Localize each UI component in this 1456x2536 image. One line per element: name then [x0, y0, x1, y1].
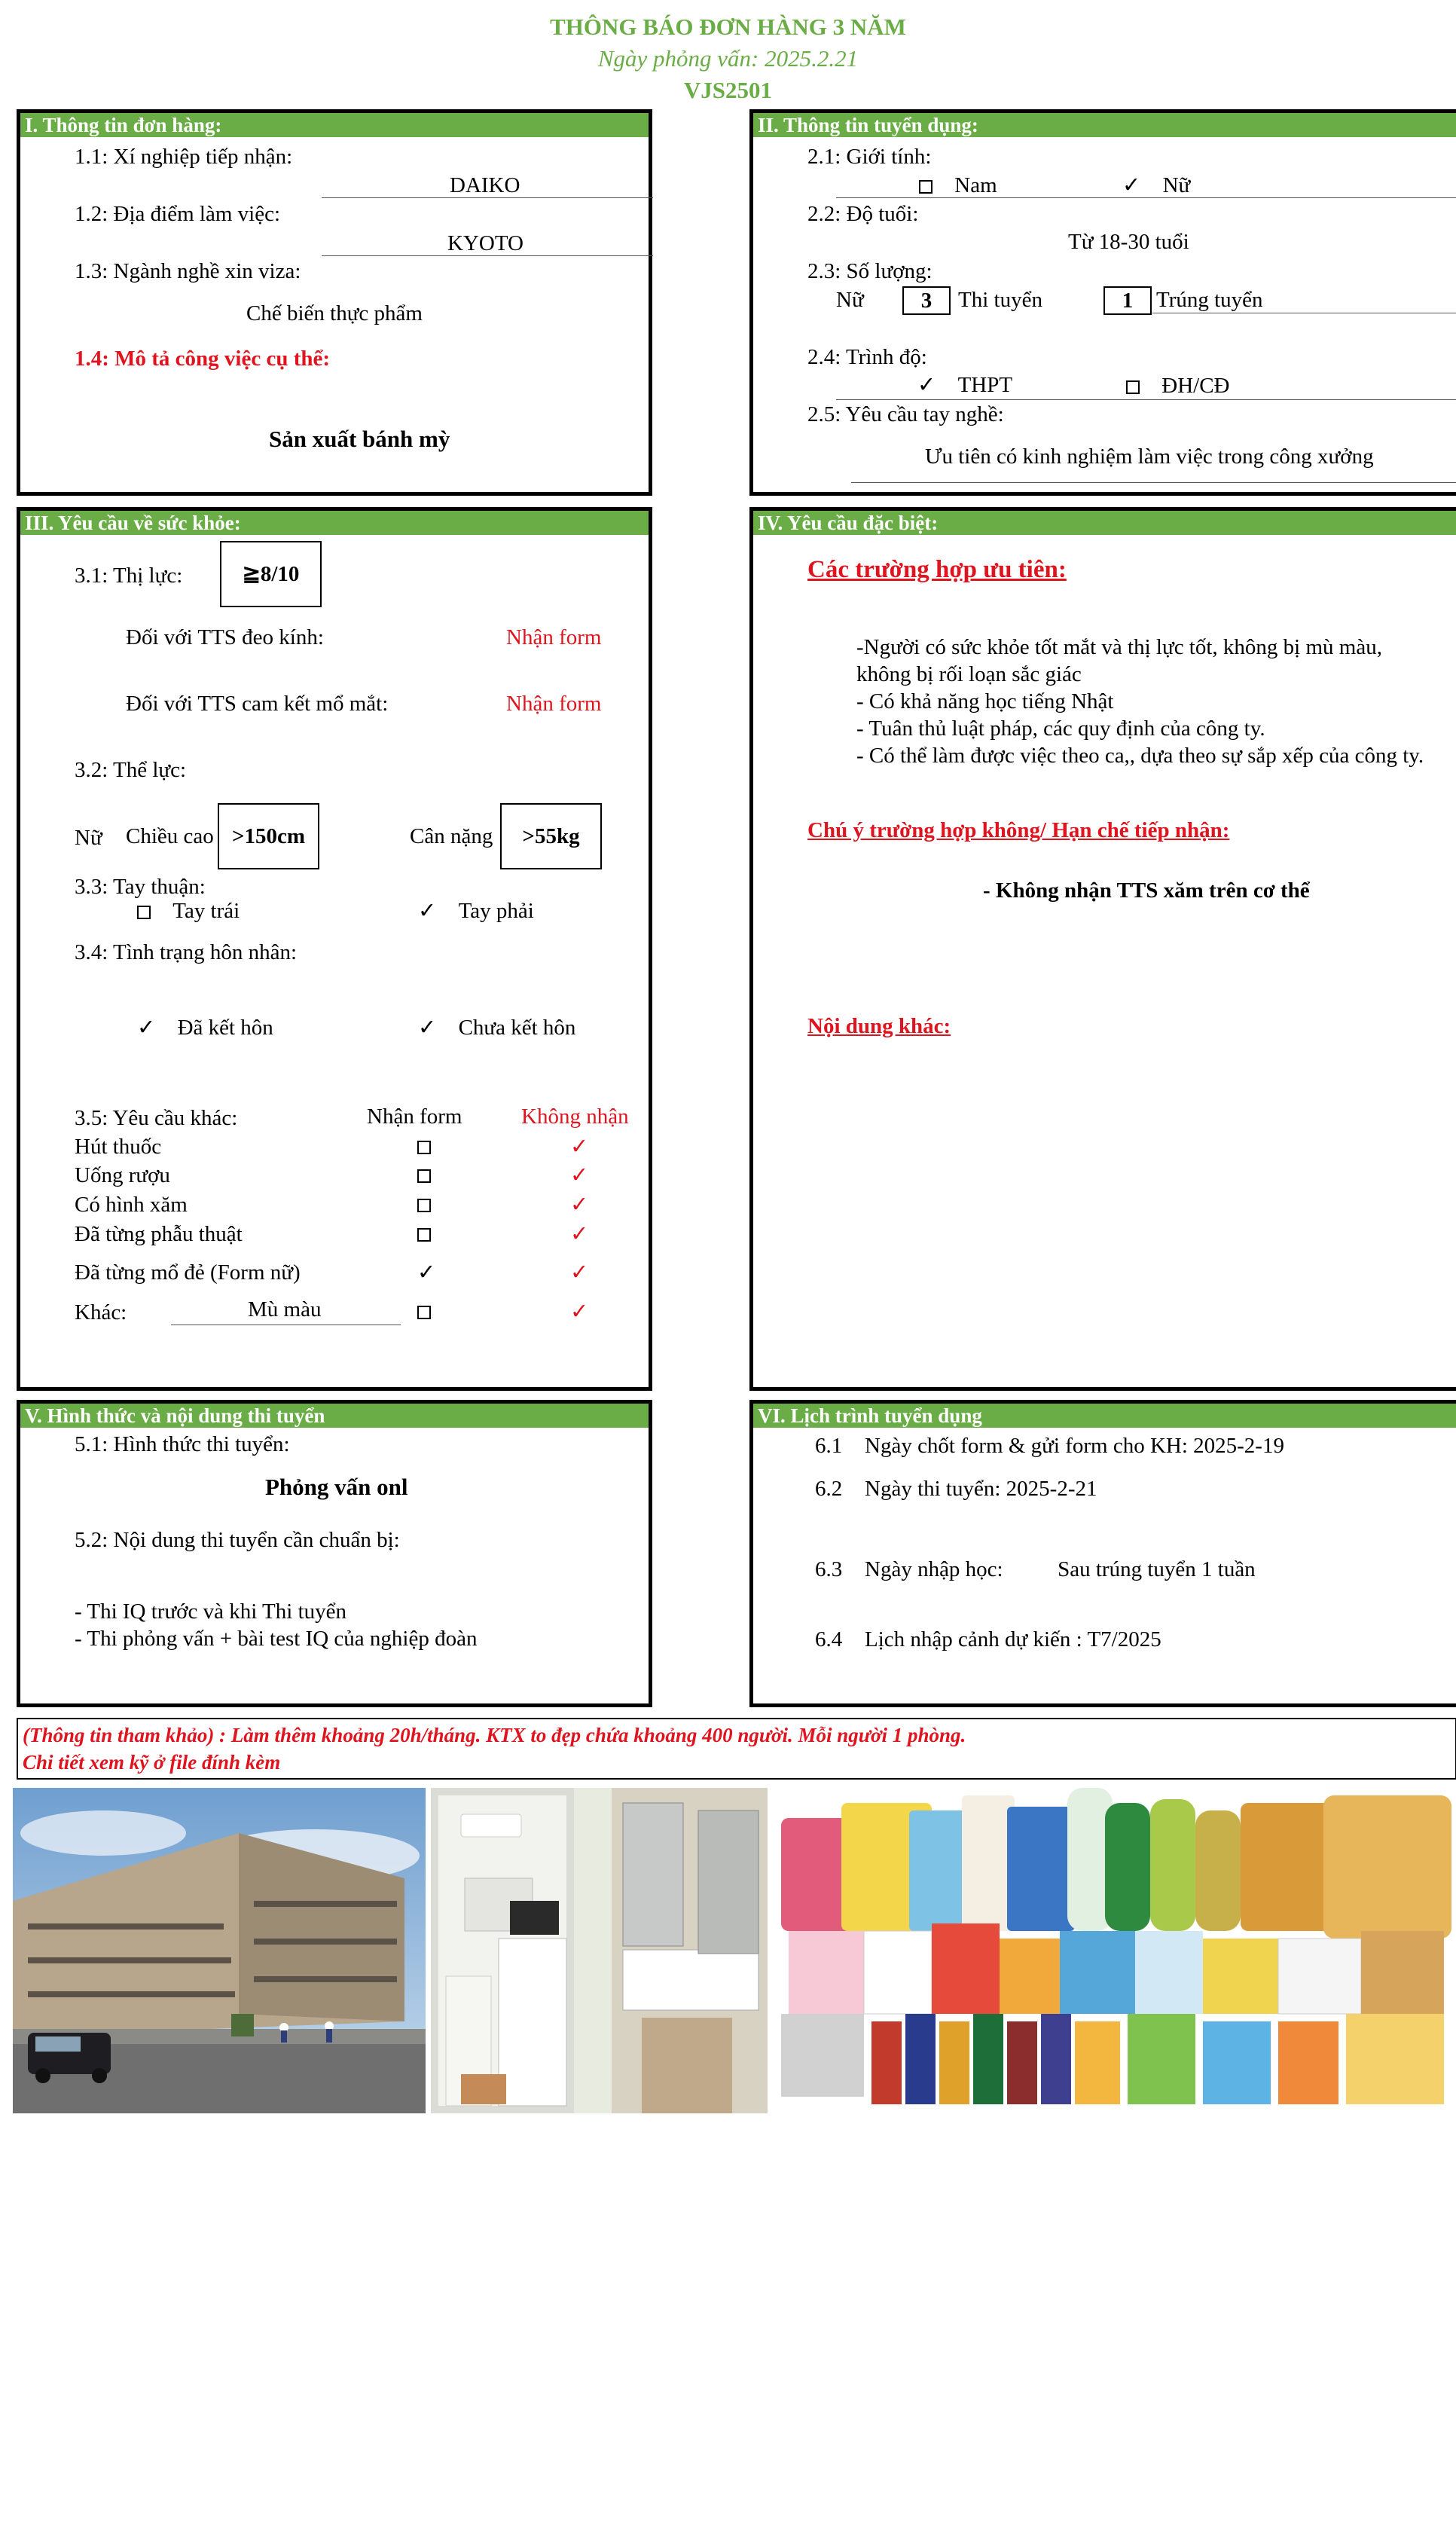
edu-highschool-option: [917, 371, 1012, 398]
schedule-text-1: Ngày chốt form & gửi form cho KH: 2025-2-19: [865, 1434, 1284, 1458]
quantity-gender: Nữ: [836, 288, 864, 312]
exam-format-value: Phỏng vấn onl: [265, 1474, 408, 1500]
section-schedule-title: VI. Lịch trình tuyển dụng: [753, 1404, 1456, 1428]
reference-note: [17, 1718, 1456, 1780]
edu-college-checkbox[interactable]: [1126, 380, 1140, 394]
other-row-drinking: Uống rượu: [75, 1163, 170, 1187]
single-option: [418, 1014, 575, 1040]
other-value: Mù màu: [248, 1297, 322, 1321]
schedule-num-2: 6.2: [815, 1477, 843, 1501]
other-row-smoking: Hút thuốc: [75, 1135, 162, 1159]
right-hand-check-icon[interactable]: ✓: [418, 897, 437, 923]
section-order-info-title: I. Thông tin đơn hàng:: [20, 113, 649, 137]
right-hand-option: [418, 897, 534, 924]
dorm-room-photo: [431, 1788, 768, 2113]
left-hand-option: [137, 899, 240, 924]
exam-content-line-1: - Thi IQ trước và khi Thi tuyển: [75, 1600, 346, 1624]
order-code: VJS2501: [683, 77, 773, 103]
other-row-surgery: Đã từng phẫu thuật: [75, 1222, 243, 1246]
job-desc-label: 1.4: Mô tả công việc cụ thể:: [75, 347, 331, 371]
section-special: [749, 507, 1456, 1391]
schedule-num-3: 6.3: [815, 1557, 843, 1581]
left-hand-checkbox[interactable]: [137, 906, 151, 919]
job-desc-value: Sản xuất bánh mỳ: [269, 426, 450, 452]
married-label: Đã kết hôn: [177, 1016, 273, 1040]
gender-female-check-icon[interactable]: ✓: [1122, 172, 1141, 197]
surgery-accept-checkbox[interactable]: [417, 1228, 431, 1242]
pass-count: 1: [1103, 286, 1152, 315]
age-label: 2.2: Độ tuổi:: [807, 202, 919, 226]
gender-label: 2.1: Giới tính:: [807, 145, 932, 169]
section-schedule: [749, 1400, 1456, 1707]
reference-note-line-1: (Thông tin tham khảo) : Làm thêm khoảng 20h/tháng. KTX to đẹp chứa khoảng 400 người. Mỗi người 1 phòng.: [23, 1724, 966, 1746]
restrict-value: - Không nhận TTS xăm trên cơ thể: [983, 878, 1310, 903]
age-value: Từ 18-30 tuổi: [1068, 230, 1189, 254]
exam-format-label: 5.1: Hình thức thi tuyển:: [75, 1432, 290, 1456]
priority-line-1: -Người có sức khỏe tốt mắt và thị lực tốt, không bị mù màu,: [856, 635, 1382, 659]
eye-surgery-value: Nhận form: [506, 692, 602, 716]
other-req-label: 3.5: Yêu cầu khác:: [75, 1106, 238, 1130]
col-reject-header: Không nhận: [521, 1105, 629, 1129]
company-value: DAIKO: [450, 173, 520, 197]
section-exam: [17, 1400, 652, 1707]
interview-date: Ngày phỏng vấn: 2025.2.21: [597, 45, 859, 72]
single-check-icon[interactable]: ✓: [418, 1014, 437, 1040]
gender-female-option: [1122, 172, 1190, 198]
section-recruit-info-title: II. Thông tin tuyển dụng:: [753, 113, 1456, 137]
pass-label: Trúng tuyển: [1156, 288, 1263, 312]
eye-surgery-label: Đối với TTS cam kết mổ mắt:: [126, 692, 389, 716]
exam-label: Thi tuyển: [958, 288, 1042, 312]
csection-reject-check-icon[interactable]: ✓: [570, 1259, 589, 1285]
industry-value: Chế biến thực phẩm: [246, 301, 423, 325]
section-order-info: [17, 109, 652, 496]
food-products-image: [774, 1788, 1456, 2113]
priority-line-3: - Có khả năng học tiếng Nhật: [856, 689, 1114, 713]
smoking-accept-checkbox[interactable]: [417, 1141, 431, 1154]
company-label: 1.1: Xí nghiệp tiếp nhận:: [75, 145, 293, 169]
gender-underline: [836, 197, 1456, 198]
edu-highschool-check-icon[interactable]: ✓: [917, 371, 936, 397]
exam-content-line-2: - Thi phỏng vấn + bài test IQ của nghiệp đoàn: [75, 1627, 478, 1651]
location-label: 1.2: Địa điểm làm việc:: [75, 202, 281, 226]
priority-line-2: không bị rối loạn sắc giác: [856, 662, 1082, 686]
married-check-icon[interactable]: ✓: [137, 1014, 156, 1040]
restrict-heading: Chú ý trường hợp không/ Hạn chế tiếp nhận:: [807, 818, 1230, 842]
col-accept-header: Nhận form: [367, 1105, 462, 1129]
company-underline: [322, 197, 653, 198]
other-row-csection: Đã từng mổ đẻ (Form nữ): [75, 1260, 301, 1285]
education-underline: [836, 399, 1456, 400]
schedule-text-4: Lịch nhập cảnh dự kiến : T7/2025: [865, 1627, 1161, 1651]
location-value: KYOTO: [447, 231, 523, 255]
surgery-reject-check-icon[interactable]: ✓: [570, 1221, 589, 1246]
tattoo-accept-checkbox[interactable]: [417, 1199, 431, 1212]
smoking-reject-check-icon[interactable]: ✓: [570, 1133, 589, 1159]
quantity-label: 2.3: Số lượng:: [807, 259, 933, 283]
glasses-label: Đối với TTS đeo kính:: [126, 625, 324, 649]
industry-label: 1.3: Ngành nghề xin viza:: [75, 259, 301, 283]
other-content-heading: Nội dung khác:: [807, 1014, 951, 1038]
height-value: >150cm: [218, 803, 319, 869]
skill-underline: [851, 482, 1456, 483]
section-special-title: IV. Yêu cầu đặc biệt:: [753, 511, 1456, 535]
section-exam-title: V. Hình thức và nội dung thi tuyển: [20, 1404, 649, 1428]
gender-female-label: Nữ: [1162, 173, 1191, 197]
vision-value: ≧8/10: [220, 541, 322, 607]
weight-value: >55kg: [500, 803, 602, 869]
dormitory-building-photo: [13, 1788, 426, 2113]
left-hand-label: Tay trái: [172, 899, 240, 923]
section-health-title: III. Yêu cầu về sức khỏe:: [20, 511, 649, 535]
csection-accept-check-icon[interactable]: ✓: [417, 1259, 436, 1285]
physical-gender: Nữ: [75, 826, 102, 850]
schedule-num-1: 6.1: [815, 1434, 843, 1458]
skill-value: Ưu tiên có kinh nghiệm làm việc trong công xưởng: [925, 445, 1374, 469]
edu-college-label: ĐH/CĐ: [1161, 374, 1230, 398]
tattoo-reject-check-icon[interactable]: ✓: [570, 1191, 589, 1217]
schedule-text-3: Ngày nhập học: Sau trúng tuyển 1 tuần: [865, 1557, 1256, 1581]
gender-male-label: Nam: [954, 173, 997, 197]
drinking-accept-checkbox[interactable]: [417, 1169, 431, 1183]
vision-label: 3.1: Thị lực:: [75, 564, 183, 588]
edu-highschool-label: THPT: [957, 373, 1013, 397]
drinking-reject-check-icon[interactable]: ✓: [570, 1162, 589, 1187]
edu-college-option: [1126, 374, 1229, 399]
gender-male-option: [919, 173, 997, 198]
hand-label: 3.3: Tay thuận:: [75, 875, 206, 899]
right-hand-label: Tay phải: [458, 899, 534, 923]
priority-line-4: - Tuân thủ luật pháp, các quy định của công ty.: [856, 716, 1265, 741]
exam-count: 3: [902, 286, 951, 315]
priority-heading: Các trường hợp ưu tiên:: [807, 556, 1067, 583]
food-products-photo: [774, 1788, 1456, 2113]
dorm-room-image: [431, 1788, 768, 2113]
weight-label: Cân nặng: [410, 824, 493, 848]
other-label: Khác:: [75, 1300, 127, 1325]
education-label: 2.4: Trình độ:: [807, 345, 927, 369]
document-title: THÔNG BÁO ĐƠN HÀNG 3 NĂM: [550, 14, 906, 40]
glasses-value: Nhận form: [506, 625, 602, 649]
dormitory-building-image: [13, 1788, 426, 2113]
section-recruit-info: [749, 109, 1456, 496]
physical-label: 3.2: Thể lực:: [75, 758, 187, 782]
other-row-tattoo: Có hình xăm: [75, 1193, 188, 1217]
priority-line-5: - Có thể làm được việc theo ca,, dựa theo sự sắp xếp của công ty.: [856, 744, 1424, 768]
single-label: Chưa kết hôn: [458, 1016, 576, 1040]
other-accept-checkbox[interactable]: [417, 1306, 431, 1319]
schedule-num-4: 6.4: [815, 1627, 843, 1651]
section-health: [17, 507, 652, 1391]
marital-label: 3.4: Tình trạng hôn nhân:: [75, 940, 298, 964]
location-underline: [322, 255, 653, 256]
reference-note-line-2: Chi tiết xem kỹ ở file đính kèm: [23, 1751, 281, 1774]
exam-content-label: 5.2: Nội dung thi tuyển cần chuẩn bị:: [75, 1528, 400, 1552]
schedule-text-2: Ngày thi tuyển: 2025-2-21: [865, 1477, 1097, 1501]
other-reject-check-icon[interactable]: ✓: [570, 1298, 589, 1324]
skill-label: 2.5: Yêu cầu tay nghề:: [807, 402, 1004, 426]
married-option: [137, 1014, 273, 1040]
gender-male-checkbox[interactable]: [919, 180, 933, 194]
height-label: Chiều cao: [126, 824, 214, 848]
